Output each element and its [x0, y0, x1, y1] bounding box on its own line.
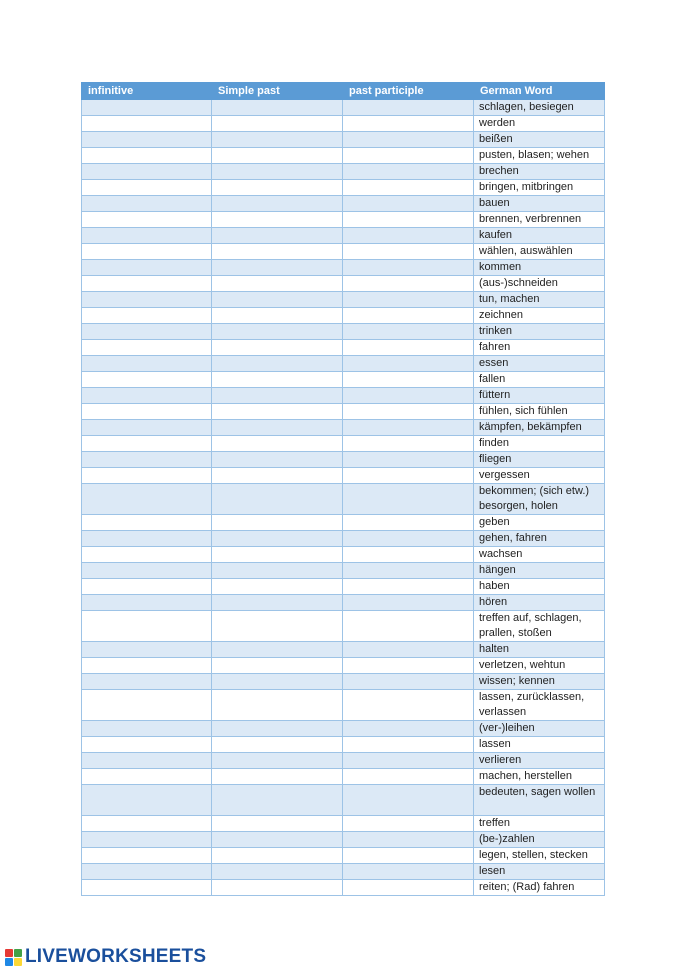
verb-table	[81, 82, 605, 896]
past-participle-cell[interactable]	[343, 388, 474, 404]
table-row	[82, 563, 605, 579]
infinitive-cell[interactable]	[82, 308, 212, 324]
table-row	[82, 420, 605, 436]
infinitive-cell[interactable]	[82, 276, 212, 292]
german-word-cell: fallen	[474, 372, 605, 388]
german-word-cell: lassen, zurücklassen, verlassen	[474, 690, 605, 721]
german-word-cell: vergessen	[474, 468, 605, 484]
past-participle-cell[interactable]	[343, 816, 474, 832]
simple-past-cell[interactable]	[212, 180, 343, 196]
table-row	[82, 721, 605, 737]
simple-past-cell[interactable]	[212, 148, 343, 164]
past-participle-cell[interactable]	[343, 308, 474, 324]
infinitive-cell[interactable]	[82, 116, 212, 132]
infinitive-cell[interactable]	[82, 816, 212, 832]
past-participle-cell[interactable]	[343, 753, 474, 769]
past-participle-cell[interactable]	[343, 148, 474, 164]
table-row	[82, 372, 605, 388]
simple-past-cell[interactable]	[212, 611, 343, 642]
table-row	[82, 785, 605, 816]
german-word-cell: wählen, auswählen	[474, 244, 605, 260]
german-word-cell: schlagen, besiegen	[474, 100, 605, 116]
german-word-cell: essen	[474, 356, 605, 372]
table-row	[82, 769, 605, 785]
simple-past-cell[interactable]	[212, 721, 343, 737]
german-word-cell: hängen	[474, 563, 605, 579]
infinitive-cell[interactable]	[82, 340, 212, 356]
past-participle-cell[interactable]	[343, 436, 474, 452]
logo-text: LIVEWORKSHEETS	[25, 946, 207, 967]
infinitive-cell[interactable]	[82, 244, 212, 260]
german-word-cell: wissen; kennen	[474, 674, 605, 690]
simple-past-cell[interactable]	[212, 674, 343, 690]
table-body	[82, 100, 605, 896]
infinitive-cell[interactable]	[82, 690, 212, 721]
table-row	[82, 228, 605, 244]
past-participle-cell[interactable]	[343, 642, 474, 658]
german-word-cell: bauen	[474, 196, 605, 212]
simple-past-cell[interactable]	[212, 690, 343, 721]
header-simple-past: Simple past	[212, 83, 343, 100]
simple-past-cell[interactable]	[212, 308, 343, 324]
table-row	[82, 737, 605, 753]
past-participle-cell[interactable]	[343, 276, 474, 292]
infinitive-cell[interactable]	[82, 832, 212, 848]
simple-past-cell[interactable]	[212, 547, 343, 563]
header-german-word: German Word	[474, 83, 605, 100]
liveworksheets-logo	[5, 944, 206, 970]
simple-past-cell[interactable]	[212, 864, 343, 880]
simple-past-cell[interactable]	[212, 642, 343, 658]
infinitive-cell[interactable]	[82, 132, 212, 148]
simple-past-cell[interactable]	[212, 164, 343, 180]
simple-past-cell[interactable]	[212, 132, 343, 148]
simple-past-cell[interactable]	[212, 484, 343, 515]
infinitive-cell[interactable]	[82, 737, 212, 753]
table-row	[82, 324, 605, 340]
german-word-cell: finden	[474, 436, 605, 452]
simple-past-cell[interactable]	[212, 324, 343, 340]
infinitive-cell[interactable]	[82, 484, 212, 515]
table-row	[82, 340, 605, 356]
simple-past-cell[interactable]	[212, 658, 343, 674]
past-participle-cell[interactable]	[343, 531, 474, 547]
logo-square-1	[5, 949, 13, 957]
simple-past-cell[interactable]	[212, 404, 343, 420]
german-word-cell: kämpfen, bekämpfen	[474, 420, 605, 436]
past-participle-cell[interactable]	[343, 484, 474, 515]
past-participle-cell[interactable]	[343, 769, 474, 785]
simple-past-cell[interactable]	[212, 595, 343, 611]
german-word-cell: legen, stellen, stecken	[474, 848, 605, 864]
infinitive-cell[interactable]	[82, 753, 212, 769]
infinitive-cell[interactable]	[82, 642, 212, 658]
past-participle-cell[interactable]	[343, 324, 474, 340]
past-participle-cell[interactable]	[343, 164, 474, 180]
past-participle-cell[interactable]	[343, 228, 474, 244]
simple-past-cell[interactable]	[212, 228, 343, 244]
infinitive-cell[interactable]	[82, 848, 212, 864]
table-row	[82, 388, 605, 404]
german-word-cell: brechen	[474, 164, 605, 180]
past-participle-cell[interactable]	[343, 244, 474, 260]
table-row	[82, 404, 605, 420]
simple-past-cell[interactable]	[212, 340, 343, 356]
table-row	[82, 579, 605, 595]
table-row	[82, 308, 605, 324]
infinitive-cell[interactable]	[82, 436, 212, 452]
infinitive-cell[interactable]	[82, 595, 212, 611]
infinitive-cell[interactable]	[82, 563, 212, 579]
table-row	[82, 148, 605, 164]
simple-past-cell[interactable]	[212, 116, 343, 132]
infinitive-cell[interactable]	[82, 148, 212, 164]
table-row	[82, 116, 605, 132]
past-participle-cell[interactable]	[343, 690, 474, 721]
simple-past-cell[interactable]	[212, 452, 343, 468]
table-row	[82, 832, 605, 848]
german-word-cell: pusten, blasen; wehen	[474, 148, 605, 164]
infinitive-cell[interactable]	[82, 164, 212, 180]
table-row	[82, 611, 605, 642]
table-row	[82, 658, 605, 674]
table-row	[82, 515, 605, 531]
past-participle-cell[interactable]	[343, 420, 474, 436]
simple-past-cell[interactable]	[212, 531, 343, 547]
german-word-cell: kaufen	[474, 228, 605, 244]
past-participle-cell[interactable]	[343, 880, 474, 896]
table-row	[82, 531, 605, 547]
table-row	[82, 848, 605, 864]
infinitive-cell[interactable]	[82, 864, 212, 880]
table-row	[82, 196, 605, 212]
table-row	[82, 753, 605, 769]
infinitive-cell[interactable]	[82, 579, 212, 595]
german-word-cell: trinken	[474, 324, 605, 340]
simple-past-cell[interactable]	[212, 212, 343, 228]
german-word-cell: geben	[474, 515, 605, 531]
table-row	[82, 356, 605, 372]
past-participle-cell[interactable]	[343, 356, 474, 372]
table-row	[82, 674, 605, 690]
table-row	[82, 436, 605, 452]
german-word-cell: kommen	[474, 260, 605, 276]
past-participle-cell[interactable]	[343, 180, 474, 196]
infinitive-cell[interactable]	[82, 228, 212, 244]
simple-past-cell[interactable]	[212, 753, 343, 769]
german-word-cell: verlieren	[474, 753, 605, 769]
german-word-cell: (be-)zahlen	[474, 832, 605, 848]
table-row	[82, 180, 605, 196]
past-participle-cell[interactable]	[343, 340, 474, 356]
past-participle-cell[interactable]	[343, 864, 474, 880]
table-row	[82, 452, 605, 468]
past-participle-cell[interactable]	[343, 100, 474, 116]
infinitive-cell[interactable]	[82, 785, 212, 816]
past-participle-cell[interactable]	[343, 785, 474, 816]
table-row	[82, 880, 605, 896]
simple-past-cell[interactable]	[212, 436, 343, 452]
past-participle-cell[interactable]	[343, 260, 474, 276]
infinitive-cell[interactable]	[82, 674, 212, 690]
german-word-cell: treffen auf, schlagen, prallen, stoßen	[474, 611, 605, 642]
past-participle-cell[interactable]	[343, 404, 474, 420]
simple-past-cell[interactable]	[212, 579, 343, 595]
simple-past-cell[interactable]	[212, 372, 343, 388]
table-row	[82, 816, 605, 832]
table-row	[82, 864, 605, 880]
german-word-cell: lesen	[474, 864, 605, 880]
past-participle-cell[interactable]	[343, 372, 474, 388]
past-participle-cell[interactable]	[343, 292, 474, 308]
infinitive-cell[interactable]	[82, 260, 212, 276]
header-past-participle: past participle	[343, 83, 474, 100]
infinitive-cell[interactable]	[82, 180, 212, 196]
past-participle-cell[interactable]	[343, 547, 474, 563]
simple-past-cell[interactable]	[212, 388, 343, 404]
german-word-cell: fühlen, sich fühlen	[474, 404, 605, 420]
german-word-cell: verletzen, wehtun	[474, 658, 605, 674]
past-participle-cell[interactable]	[343, 848, 474, 864]
infinitive-cell[interactable]	[82, 356, 212, 372]
logo-square-3	[5, 958, 13, 966]
table-row	[82, 690, 605, 721]
table-header	[82, 83, 605, 100]
german-word-cell: tun, machen	[474, 292, 605, 308]
past-participle-cell[interactable]	[343, 674, 474, 690]
simple-past-cell[interactable]	[212, 737, 343, 753]
german-word-cell: brennen, verbrennen	[474, 212, 605, 228]
past-participle-cell[interactable]	[343, 116, 474, 132]
german-word-cell: (ver-)leihen	[474, 721, 605, 737]
simple-past-cell[interactable]	[212, 515, 343, 531]
table-row	[82, 100, 605, 116]
german-word-cell: füttern	[474, 388, 605, 404]
table-row	[82, 484, 605, 515]
simple-past-cell[interactable]	[212, 196, 343, 212]
logo-square-4	[14, 958, 22, 966]
german-word-cell: beißen	[474, 132, 605, 148]
table-row	[82, 212, 605, 228]
infinitive-cell[interactable]	[82, 515, 212, 531]
past-participle-cell[interactable]	[343, 212, 474, 228]
german-word-cell: machen, herstellen	[474, 769, 605, 785]
table-row	[82, 468, 605, 484]
simple-past-cell[interactable]	[212, 785, 343, 816]
german-word-cell: wachsen	[474, 547, 605, 563]
past-participle-cell[interactable]	[343, 832, 474, 848]
past-participle-cell[interactable]	[343, 468, 474, 484]
german-word-cell: gehen, fahren	[474, 531, 605, 547]
past-participle-cell[interactable]	[343, 721, 474, 737]
table-row	[82, 132, 605, 148]
german-word-cell: fliegen	[474, 452, 605, 468]
simple-past-cell[interactable]	[212, 292, 343, 308]
simple-past-cell[interactable]	[212, 356, 343, 372]
past-participle-cell[interactable]	[343, 595, 474, 611]
table-row	[82, 276, 605, 292]
simple-past-cell[interactable]	[212, 244, 343, 260]
german-word-cell: haben	[474, 579, 605, 595]
past-participle-cell[interactable]	[343, 579, 474, 595]
simple-past-cell[interactable]	[212, 100, 343, 116]
german-word-cell: lassen	[474, 737, 605, 753]
infinitive-cell[interactable]	[82, 658, 212, 674]
infinitive-cell[interactable]	[82, 721, 212, 737]
german-word-cell: bekommen; (sich etw.) besorgen, holen	[474, 484, 605, 515]
infinitive-cell[interactable]	[82, 420, 212, 436]
infinitive-cell[interactable]	[82, 212, 212, 228]
simple-past-cell[interactable]	[212, 769, 343, 785]
german-word-cell: reiten; (Rad) fahren	[474, 880, 605, 896]
logo-mark-icon	[5, 949, 22, 966]
past-participle-cell[interactable]	[343, 132, 474, 148]
header-infinitive: infinitive	[82, 83, 212, 100]
german-word-cell: halten	[474, 642, 605, 658]
infinitive-cell[interactable]	[82, 880, 212, 896]
table-row	[82, 292, 605, 308]
simple-past-cell[interactable]	[212, 276, 343, 292]
simple-past-cell[interactable]	[212, 563, 343, 579]
infinitive-cell[interactable]	[82, 292, 212, 308]
simple-past-cell[interactable]	[212, 880, 343, 896]
german-word-cell: bringen, mitbringen	[474, 180, 605, 196]
past-participle-cell[interactable]	[343, 658, 474, 674]
infinitive-cell[interactable]	[82, 531, 212, 547]
infinitive-cell[interactable]	[82, 547, 212, 563]
past-participle-cell[interactable]	[343, 737, 474, 753]
simple-past-cell[interactable]	[212, 848, 343, 864]
infinitive-cell[interactable]	[82, 769, 212, 785]
infinitive-cell[interactable]	[82, 324, 212, 340]
past-participle-cell[interactable]	[343, 563, 474, 579]
infinitive-cell[interactable]	[82, 388, 212, 404]
table-row	[82, 164, 605, 180]
infinitive-cell[interactable]	[82, 372, 212, 388]
table-row	[82, 595, 605, 611]
table-row	[82, 244, 605, 260]
simple-past-cell[interactable]	[212, 816, 343, 832]
german-word-cell: treffen	[474, 816, 605, 832]
infinitive-cell[interactable]	[82, 611, 212, 642]
simple-past-cell[interactable]	[212, 468, 343, 484]
table-row	[82, 547, 605, 563]
past-participle-cell[interactable]	[343, 515, 474, 531]
german-word-cell: bedeuten, sagen wollen	[474, 785, 605, 816]
infinitive-cell[interactable]	[82, 468, 212, 484]
table-row	[82, 260, 605, 276]
infinitive-cell[interactable]	[82, 100, 212, 116]
past-participle-cell[interactable]	[343, 611, 474, 642]
infinitive-cell[interactable]	[82, 452, 212, 468]
german-word-cell: zeichnen	[474, 308, 605, 324]
past-participle-cell[interactable]	[343, 452, 474, 468]
simple-past-cell[interactable]	[212, 832, 343, 848]
infinitive-cell[interactable]	[82, 404, 212, 420]
past-participle-cell[interactable]	[343, 196, 474, 212]
german-word-cell: werden	[474, 116, 605, 132]
table-row	[82, 642, 605, 658]
logo-square-2	[14, 949, 22, 957]
german-word-cell: fahren	[474, 340, 605, 356]
simple-past-cell[interactable]	[212, 420, 343, 436]
german-word-cell: (aus-)schneiden	[474, 276, 605, 292]
infinitive-cell[interactable]	[82, 196, 212, 212]
german-word-cell: hören	[474, 595, 605, 611]
simple-past-cell[interactable]	[212, 260, 343, 276]
